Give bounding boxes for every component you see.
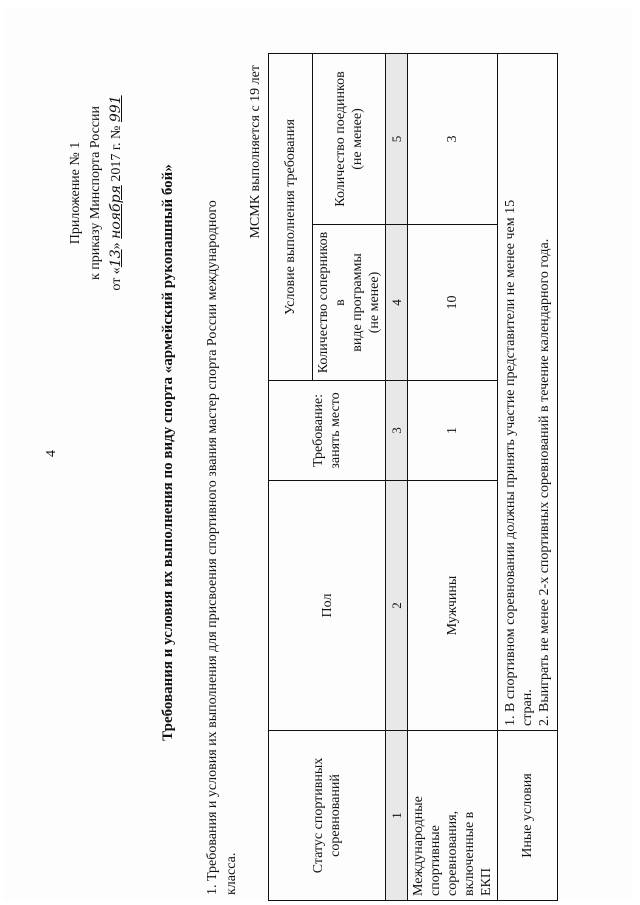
col-number: 2 <box>386 481 408 731</box>
page-number: 4 <box>44 450 59 457</box>
col-number: 5 <box>386 53 408 224</box>
intro-line-2: класса. <box>224 852 239 895</box>
cell-sex: Мужчины <box>408 481 498 731</box>
cell-place: 1 <box>408 381 498 481</box>
cell-opponents: 10 <box>408 225 498 381</box>
cell-bouts: 3 <box>408 53 498 224</box>
date-mid: » <box>109 242 124 250</box>
header-sex: Пол <box>269 481 386 731</box>
header-conditions: Условие выполнения требования <box>269 53 313 380</box>
appendix-block <box>66 93 126 293</box>
cell-other-label: Иные условия <box>498 731 558 901</box>
table-header-row <box>269 53 313 900</box>
date-month: ноября <box>108 185 124 239</box>
header-bouts: Количество поединков (не менее) <box>313 53 386 224</box>
intro-line-1: 1. Требования и условия их выполнения для присвоения спортивного звания мастер спорта России международного <box>205 200 220 895</box>
column-number-row <box>386 53 408 900</box>
age-note: МСМК выполняется с 19 лет <box>248 65 263 239</box>
header-status: Статус спортивных соревнований <box>269 731 386 901</box>
appendix-title: Приложение № 1 <box>68 141 83 245</box>
document-heading: Требования и условия их выполнения по виду спорта «армейский рукопашный бой» <box>160 164 176 741</box>
header-opponents: Количество соперников в виде программы (не менее) <box>313 225 386 381</box>
table-row-other <box>498 53 558 900</box>
date-prefix: от « <box>109 267 124 291</box>
order-number: 991 <box>108 95 124 123</box>
appendix-order: к приказу Минспорта России <box>88 106 103 280</box>
cell-other-conditions: 1. В спортивном соревновании должны принять участие представители не менее чем 15 стран. 2. Выиграть не менее 2-х спортивных соревнований в течение календарного года. <box>498 53 558 730</box>
col-number: 1 <box>386 731 408 901</box>
date-day: 13 <box>108 249 124 268</box>
col-number: 3 <box>386 381 408 481</box>
date-year: 2017 г. № <box>109 125 124 182</box>
table-row <box>408 53 498 900</box>
requirements-table <box>268 53 558 901</box>
header-place: Требование: занять место <box>269 381 386 481</box>
appendix-date-line <box>106 93 126 293</box>
cell-status: Международные спортивные соревнования, включенные в ЕКП <box>408 731 498 901</box>
col-number: 4 <box>386 225 408 381</box>
